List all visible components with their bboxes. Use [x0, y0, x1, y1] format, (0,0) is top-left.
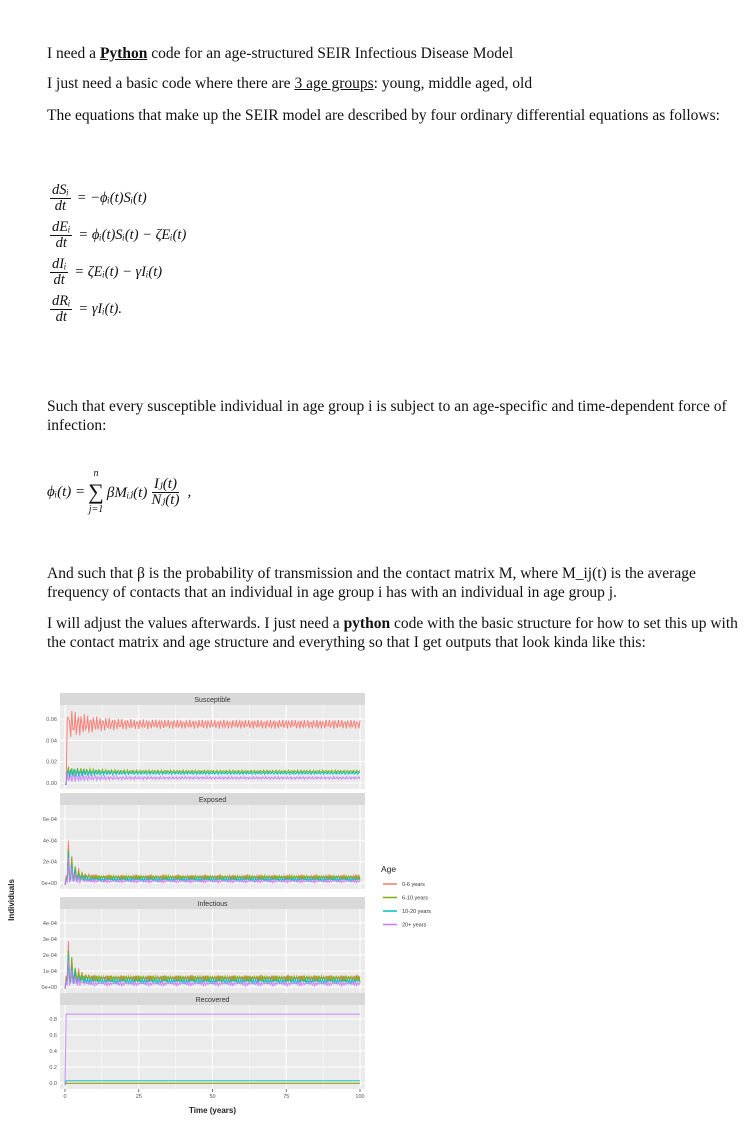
- legend-label-1: 6-10 years: [402, 895, 428, 902]
- phi-middle: βMᵢⱼ(t): [106, 484, 148, 501]
- age-groups-emphasis: 3 age groups: [294, 75, 374, 92]
- di-rhs: = ζEᵢ(t) − γIᵢ(t): [74, 264, 163, 280]
- beta-description: And such that β is the probability of transmission and the contact matrix M, where M_ij(t) is the average frequency of contacts that an individual in age group i has with an individual in age group j.: [47, 565, 696, 601]
- y-tick-label-1: 2e-04: [42, 859, 57, 866]
- de-denominator: dt: [55, 235, 67, 251]
- force-description: Such that every susceptible individual in age group i is subject to an age-specific and time-dependent force of infection:: [47, 398, 727, 434]
- y-tick-label-3: 0.4: [49, 1049, 57, 1055]
- python-emphasis-2: python: [343, 615, 391, 632]
- x-tick-label: 100: [355, 1094, 365, 1100]
- x-tick-label: 75: [283, 1094, 290, 1100]
- legend-label-3: 20+ years: [402, 922, 427, 929]
- dr-rhs: = γIᵢ(t).: [78, 301, 122, 317]
- y-axis-label: Individuals: [7, 879, 16, 921]
- phi-lhs: ϕᵢ(t) =: [47, 483, 86, 500]
- phi-tail: ,: [187, 483, 192, 500]
- di-denominator: dt: [53, 272, 65, 288]
- x-tick-label: 25: [135, 1094, 142, 1100]
- y-tick-label-1: 6e-04: [42, 817, 57, 823]
- y-tick-label-2: 3e-04: [42, 937, 57, 943]
- equation-dr: [50, 291, 186, 328]
- sum-symbol: ∑: [88, 479, 104, 504]
- equation-di: [50, 254, 186, 291]
- phi-frac-numerator: Iⱼ(t): [153, 475, 177, 492]
- phi-frac-denominator: Nⱼ(t): [151, 491, 180, 508]
- ds-numerator: dSᵢ: [52, 182, 69, 198]
- dr-denominator: dt: [55, 309, 67, 325]
- legend-title: Age: [381, 864, 397, 874]
- ds-rhs: = −ϕᵢ(t)Sᵢ(t): [76, 190, 147, 206]
- y-tick-label-3: 0.2: [49, 1065, 57, 1071]
- adjust-description: [47, 614, 742, 652]
- post-line-1: [47, 44, 742, 63]
- sum-upper: n: [93, 468, 99, 479]
- y-tick-label-3: 0.8: [49, 1017, 57, 1023]
- force-equation: [47, 468, 191, 516]
- line1-text-pre: I need a: [47, 45, 100, 62]
- legend-label-0: 0-6 years: [402, 882, 425, 888]
- seir-chart-svg: [0, 685, 748, 1116]
- y-tick-label-0: 0.06: [46, 717, 57, 723]
- dr-numerator: dRᵢ: [52, 293, 71, 309]
- ds-denominator: dt: [54, 198, 67, 214]
- y-tick-label-3: 0.0: [49, 1081, 57, 1087]
- line2-text-pre: I just need a basic code where there are: [47, 75, 295, 92]
- sum-lower: j=1: [88, 504, 104, 515]
- equation-de: [50, 217, 186, 254]
- x-tick-label: 50: [209, 1094, 216, 1100]
- sum-operator: [88, 468, 104, 516]
- y-tick-label-0: 0.04: [46, 738, 57, 745]
- x-axis-label: Time (years): [189, 1106, 236, 1115]
- y-tick-label-2: 2e-04: [42, 953, 57, 959]
- y-tick-label-2: 4e-04: [42, 921, 57, 927]
- y-tick-label-1: 4e-04: [42, 838, 57, 845]
- seir-equations: [50, 180, 186, 328]
- y-tick-label-2: 0e+00: [41, 985, 57, 991]
- panel-title-2: Infectious: [197, 901, 228, 908]
- post-line-3: The equations that make up the SEIR model are described by four ordinary differential equations as follows:: [47, 107, 720, 124]
- y-tick-label-3: 0.6: [49, 1033, 57, 1039]
- di-numerator: dIᵢ: [52, 256, 67, 272]
- de-numerator: dEᵢ: [52, 219, 71, 235]
- line2-text-post: : young, middle aged, old: [373, 75, 533, 92]
- line1-text-post: code for an age-structured SEIR Infectious Disease Model: [147, 45, 514, 62]
- y-tick-label-0: 0.02: [46, 759, 57, 766]
- equation-ds: [50, 180, 186, 217]
- seir-chart: [0, 685, 748, 1116]
- y-tick-label-2: 1e-04: [42, 969, 57, 975]
- panel-title-0: Susceptible: [194, 697, 231, 704]
- panel-title-1: Exposed: [198, 797, 227, 804]
- python-emphasis: Python: [99, 45, 148, 62]
- adjust-text-pre: I will adjust the values afterwards. I just need a: [47, 615, 344, 632]
- y-tick-label-1: 0e+00: [41, 881, 57, 887]
- y-tick-label-0: 0.00: [46, 781, 57, 787]
- legend-label-2: 10-20 years: [402, 909, 432, 915]
- post-line-2: [47, 74, 742, 93]
- de-rhs: = ϕᵢ(t)Sᵢ(t) − ζEᵢ(t): [78, 227, 187, 243]
- panel-title-3: Recovered: [195, 997, 230, 1004]
- adjust-text-post: code with the basic structure for how to set this up with the contact matrix and age structure and everything so that I get outputs that look kinda like this:: [47, 615, 738, 651]
- x-tick-label: 0: [63, 1094, 67, 1100]
